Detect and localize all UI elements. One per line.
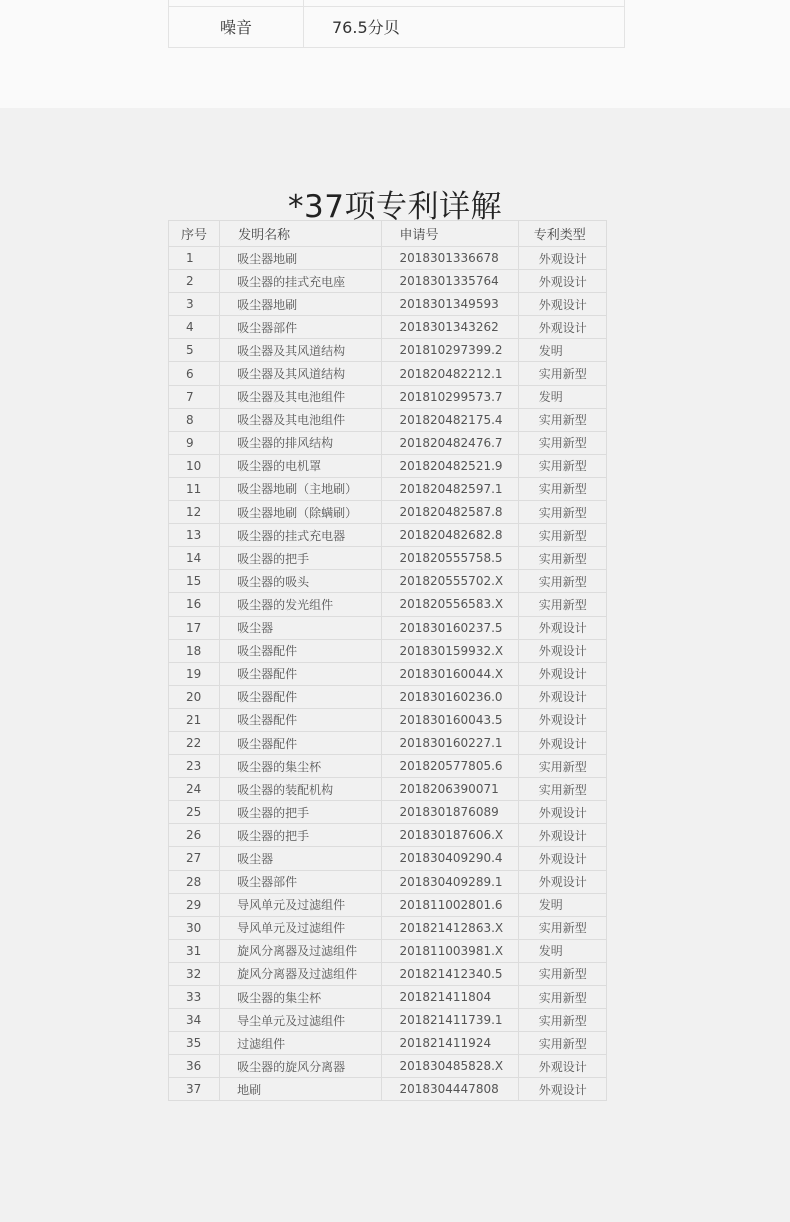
row-type: 实用新型 [518, 362, 606, 385]
row-index: 11 [169, 477, 220, 500]
spec-value: 76.5分贝 [332, 18, 400, 37]
table-row [169, 801, 607, 824]
table-row [169, 893, 607, 916]
row-title: 吸尘器及其电池组件 [220, 385, 382, 408]
row-type: 外观设计 [518, 1078, 606, 1101]
header-title: 发明名称 [220, 221, 382, 247]
spec-name: 噪音 [169, 0, 304, 47]
row-type: 实用新型 [518, 547, 606, 570]
table-row [169, 755, 607, 778]
row-application-no: 201821412340.5 [382, 962, 518, 985]
row-index: 18 [169, 639, 220, 662]
row-application-no: 201810299573.7 [382, 385, 518, 408]
row-index: 36 [169, 1055, 220, 1078]
row-title: 导尘单元及过滤组件 [220, 1009, 382, 1032]
table-row [169, 454, 607, 477]
spec-row [168, 0, 625, 48]
row-title: 旋风分离器及过滤组件 [220, 939, 382, 962]
row-type: 外观设计 [518, 731, 606, 754]
table-row [169, 916, 607, 939]
row-title: 吸尘器部件 [220, 316, 382, 339]
table-row [169, 431, 607, 454]
table-row [169, 962, 607, 985]
row-index: 30 [169, 916, 220, 939]
row-application-no: 2018301335764 [382, 270, 518, 293]
row-index: 23 [169, 755, 220, 778]
row-type: 外观设计 [518, 270, 606, 293]
row-application-no: 201820555702.X [382, 570, 518, 593]
row-type: 发明 [518, 893, 606, 916]
row-application-no: 201830160227.1 [382, 731, 518, 754]
row-type: 外观设计 [518, 870, 606, 893]
header-index: 序号 [169, 221, 220, 247]
row-application-no: 201830160237.5 [382, 616, 518, 639]
row-application-no: 201830160044.X [382, 662, 518, 685]
row-index: 21 [169, 708, 220, 731]
table-row [169, 639, 607, 662]
row-title: 吸尘器 [220, 616, 382, 639]
row-index: 32 [169, 962, 220, 985]
row-title: 吸尘器配件 [220, 662, 382, 685]
table-row [169, 385, 607, 408]
row-type: 外观设计 [518, 824, 606, 847]
row-type: 发明 [518, 339, 606, 362]
row-type: 外观设计 [518, 316, 606, 339]
row-title: 吸尘器地刷 [220, 247, 382, 270]
row-application-no: 2018301349593 [382, 293, 518, 316]
row-type: 外观设计 [518, 685, 606, 708]
row-type: 实用新型 [518, 962, 606, 985]
row-application-no: 201821411804 [382, 986, 518, 1009]
row-application-no: 201820482476.7 [382, 431, 518, 454]
row-type: 外观设计 [518, 247, 606, 270]
row-title: 吸尘器的集尘杯 [220, 986, 382, 1009]
row-application-no: 201830409289.1 [382, 870, 518, 893]
row-title: 地刷 [220, 1078, 382, 1101]
row-index: 26 [169, 824, 220, 847]
row-title: 吸尘器 [220, 847, 382, 870]
row-type: 实用新型 [518, 1009, 606, 1032]
row-index: 27 [169, 847, 220, 870]
row-title: 吸尘器部件 [220, 870, 382, 893]
row-application-no: 201811003981.X [382, 939, 518, 962]
row-type: 实用新型 [518, 477, 606, 500]
table-row [169, 1032, 607, 1055]
row-application-no: 201820577805.6 [382, 755, 518, 778]
row-application-no: 201830159932.X [382, 639, 518, 662]
table-row [169, 293, 607, 316]
row-type: 实用新型 [518, 431, 606, 454]
row-index: 10 [169, 454, 220, 477]
row-application-no: 201821412863.X [382, 916, 518, 939]
row-type: 外观设计 [518, 616, 606, 639]
row-title: 吸尘器的把手 [220, 547, 382, 570]
row-type: 发明 [518, 939, 606, 962]
row-index: 17 [169, 616, 220, 639]
row-application-no: 201820556583.X [382, 593, 518, 616]
table-row [169, 731, 607, 754]
row-application-no: 201821411739.1 [382, 1009, 518, 1032]
row-index: 3 [169, 293, 220, 316]
row-application-no: 201820482597.1 [382, 477, 518, 500]
row-type: 实用新型 [518, 778, 606, 801]
row-title: 吸尘器的集尘杯 [220, 755, 382, 778]
row-title: 吸尘器地刷 [220, 293, 382, 316]
table-row [169, 593, 607, 616]
table-row [169, 778, 607, 801]
row-type: 实用新型 [518, 916, 606, 939]
row-index: 28 [169, 870, 220, 893]
row-title: 吸尘器的挂式充电座 [220, 270, 382, 293]
row-index: 20 [169, 685, 220, 708]
row-title: 吸尘器及其风道结构 [220, 339, 382, 362]
row-type: 外观设计 [518, 708, 606, 731]
row-type: 外观设计 [518, 639, 606, 662]
row-index: 13 [169, 524, 220, 547]
row-title: 吸尘器的挂式充电器 [220, 524, 382, 547]
spec-section [0, 0, 790, 108]
table-row [169, 316, 607, 339]
row-index: 34 [169, 1009, 220, 1032]
row-type: 实用新型 [518, 408, 606, 431]
row-application-no: 201830160043.5 [382, 708, 518, 731]
row-application-no: 201810297399.2 [382, 339, 518, 362]
header-application-no: 申请号 [382, 221, 518, 247]
row-title: 吸尘器配件 [220, 685, 382, 708]
table-row [169, 847, 607, 870]
row-type: 外观设计 [518, 847, 606, 870]
row-title: 吸尘器的排风结构 [220, 431, 382, 454]
row-index: 19 [169, 662, 220, 685]
row-index: 35 [169, 1032, 220, 1055]
row-type: 实用新型 [518, 1032, 606, 1055]
row-type: 外观设计 [518, 1055, 606, 1078]
row-title: 吸尘器的发光组件 [220, 593, 382, 616]
row-index: 29 [169, 893, 220, 916]
row-title: 吸尘器的旋风分离器 [220, 1055, 382, 1078]
table-row [169, 870, 607, 893]
row-application-no: 2018301876089 [382, 801, 518, 824]
row-type: 外观设计 [518, 801, 606, 824]
section-title: *37项专利详解 [288, 188, 502, 225]
row-application-no: 201820482521.9 [382, 454, 518, 477]
row-index: 14 [169, 547, 220, 570]
row-application-no: 201820555758.5 [382, 547, 518, 570]
row-index: 4 [169, 316, 220, 339]
table-header-row [169, 221, 607, 247]
row-index: 9 [169, 431, 220, 454]
row-index: 31 [169, 939, 220, 962]
row-type: 实用新型 [518, 986, 606, 1009]
row-application-no: 201820482682.8 [382, 524, 518, 547]
row-title: 旋风分离器及过滤组件 [220, 962, 382, 985]
row-application-no: 201830160236.0 [382, 685, 518, 708]
divider [169, 6, 624, 7]
row-application-no: 201820482212.1 [382, 362, 518, 385]
table-row [169, 685, 607, 708]
row-title: 导风单元及过滤组件 [220, 916, 382, 939]
row-application-no: 2018304447808 [382, 1078, 518, 1101]
table-row [169, 824, 607, 847]
row-index: 2 [169, 270, 220, 293]
row-application-no: 201820482175.4 [382, 408, 518, 431]
row-application-no: 201830409290.4 [382, 847, 518, 870]
row-title: 吸尘器的吸头 [220, 570, 382, 593]
table-row [169, 524, 607, 547]
row-type: 实用新型 [518, 755, 606, 778]
row-title: 吸尘器配件 [220, 731, 382, 754]
row-title: 吸尘器地刷（除螨刷） [220, 501, 382, 524]
table-row [169, 1055, 607, 1078]
table-row [169, 986, 607, 1009]
row-type: 实用新型 [518, 524, 606, 547]
row-application-no: 201811002801.6 [382, 893, 518, 916]
row-type: 发明 [518, 385, 606, 408]
row-index: 16 [169, 593, 220, 616]
row-index: 12 [169, 501, 220, 524]
header-type: 专利类型 [518, 221, 606, 247]
row-index: 6 [169, 362, 220, 385]
row-title: 吸尘器及其风道结构 [220, 362, 382, 385]
patent-table [168, 220, 607, 1101]
row-title: 导风单元及过滤组件 [220, 893, 382, 916]
row-title: 吸尘器配件 [220, 708, 382, 731]
row-title: 吸尘器地刷（主地刷） [220, 477, 382, 500]
row-type: 外观设计 [518, 662, 606, 685]
row-application-no: 201821411924 [382, 1032, 518, 1055]
row-application-no: 201830187606.X [382, 824, 518, 847]
row-title: 吸尘器及其电池组件 [220, 408, 382, 431]
row-type: 实用新型 [518, 593, 606, 616]
row-title: 吸尘器的把手 [220, 824, 382, 847]
table-row [169, 616, 607, 639]
row-index: 8 [169, 408, 220, 431]
table-row [169, 1009, 607, 1032]
table-row [169, 501, 607, 524]
table-row [169, 570, 607, 593]
row-index: 7 [169, 385, 220, 408]
table-row [169, 408, 607, 431]
row-type: 外观设计 [518, 293, 606, 316]
row-title: 吸尘器的装配机构 [220, 778, 382, 801]
table-row [169, 339, 607, 362]
row-index: 5 [169, 339, 220, 362]
row-title: 吸尘器的把手 [220, 801, 382, 824]
table-row [169, 708, 607, 731]
row-index: 24 [169, 778, 220, 801]
row-type: 实用新型 [518, 454, 606, 477]
row-index: 22 [169, 731, 220, 754]
row-application-no: 2018301336678 [382, 247, 518, 270]
row-application-no: 2018301343262 [382, 316, 518, 339]
row-index: 33 [169, 986, 220, 1009]
row-application-no: 201820639007​1 [382, 778, 518, 801]
table-row [169, 547, 607, 570]
table-row [169, 477, 607, 500]
row-title: 吸尘器配件 [220, 639, 382, 662]
table-row [169, 662, 607, 685]
row-index: 15 [169, 570, 220, 593]
table-row [169, 247, 607, 270]
row-index: 37 [169, 1078, 220, 1101]
row-title: 过滤组件 [220, 1032, 382, 1055]
row-type: 实用新型 [518, 570, 606, 593]
row-type: 实用新型 [518, 501, 606, 524]
row-application-no: 201820482587.8 [382, 501, 518, 524]
row-index: 25 [169, 801, 220, 824]
row-title: 吸尘器的电机罩 [220, 454, 382, 477]
table-row [169, 362, 607, 385]
table-row [169, 1078, 607, 1101]
row-index: 1 [169, 247, 220, 270]
table-body [169, 247, 607, 1101]
row-application-no: 201830485828.X [382, 1055, 518, 1078]
table-row [169, 270, 607, 293]
table-row [169, 939, 607, 962]
